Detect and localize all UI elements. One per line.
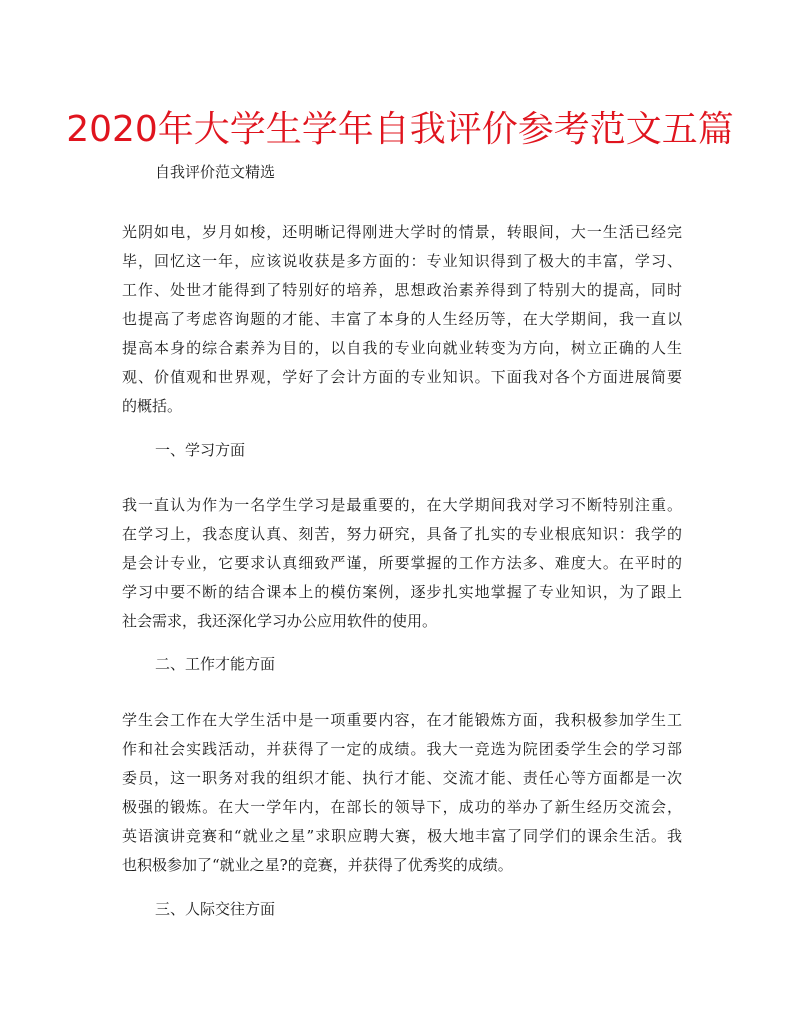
work-line: 学生会工作在大学生活中是一项重要内容，在才能锻炼方面，我积极参加学生工 (122, 711, 682, 729)
work-line: 英语演讲竞赛和“就业之星”求职应聘大赛，极大地丰富了同学们的课余生活。我 (122, 827, 682, 845)
study-paragraph (122, 491, 682, 636)
work-line: 作和社会实践活动，并获得了一定的成绩。我大一竞选为院团委学生会的学习部 (122, 740, 682, 758)
work-line: 极强的锻炼。在大一学年内，在部长的领导下，成功的举办了新生经历交流会， (122, 798, 682, 816)
work-paragraph (122, 706, 682, 880)
intro-line: 提高本身的综合素养为目的，以自我的专业向就业转变为方向，树立正确的人生 (122, 339, 682, 357)
document-title: 2020年大学生学年自我评价参考范文五篇 (66, 109, 734, 150)
section-heading-relations: 三、人际交往方面 (155, 900, 276, 918)
intro-line: 毕，回忆这一年，应该说收获是多方面的：专业知识得到了极大的丰富，学习、 (122, 252, 682, 270)
document-subtitle: 自我评价范文精选 (155, 163, 276, 181)
section-heading-work: 二、工作才能方面 (155, 655, 276, 673)
work-line: 委员，这一职务对我的组织才能、执行才能、交流才能、责任心等方面都是一次 (122, 769, 682, 787)
section-heading-study: 一、学习方面 (155, 441, 246, 459)
work-line: 也积极参加了“就业之星?的竞赛，并获得了优秀奖的成绩。 (122, 856, 513, 874)
intro-line: 光阴如电，岁月如梭，还明晰记得刚进大学时的情景，转眼间，大一生活已经完 (122, 223, 682, 241)
intro-line: 观、价值观和世界观，学好了会计方面的专业知识。下面我对各个方面进展简要 (122, 368, 682, 386)
intro-paragraph (122, 218, 682, 421)
study-line: 是会计专业，它要求认真细致严谨，所要掌握的工作方法多、难度大。在平时的 (122, 554, 682, 572)
intro-line: 的概括。 (122, 397, 183, 415)
intro-line: 工作、处世才能得到了特别好的培养，思想政治素养得到了特别大的提高，同时 (122, 281, 682, 299)
study-line: 我一直认为作为一名学生学习是最重要的，在大学期间我对学习不断特别注重。 (122, 496, 682, 514)
study-line: 社会需求，我还深化学习办公应用软件的使用。 (122, 612, 438, 630)
study-line: 学习中要不断的结合课本上的模仿案例，逐步扎实地掌握了专业知识，为了跟上 (122, 583, 682, 601)
intro-line: 也提高了考虑咨询题的才能、丰富了本身的人生经历等，在大学期间，我一直以 (122, 310, 682, 328)
study-line: 在学习上，我态度认真、刻苦，努力研究，具备了扎实的专业根底知识：我学的 (122, 525, 682, 543)
